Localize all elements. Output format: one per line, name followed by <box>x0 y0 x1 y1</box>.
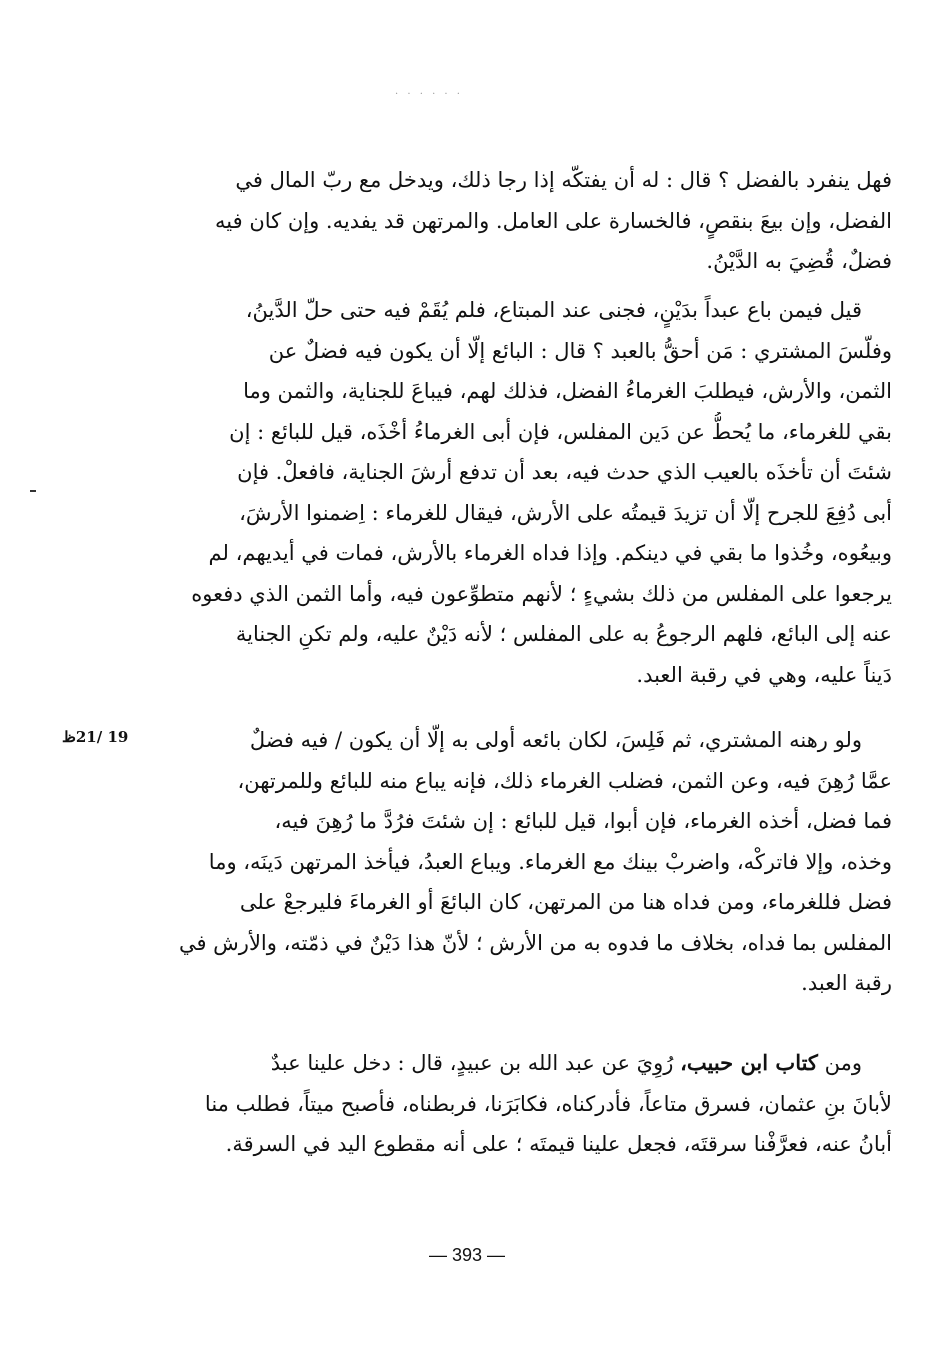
text-line: المفلس بما فداه، بخلاف ما فدوه به من الأرش ؛ لأنّ هذا دَيْنٌ في ذمّته، والأرش في <box>178 930 892 955</box>
text-line: أبانُ عنه، فعرَّفْنا سرقتَه، فجعل علينا قيمتَه ؛ على أنه مقطوع اليد في السرقة. <box>225 1132 892 1156</box>
paragraph-3 <box>152 720 892 1004</box>
top-mark: . . . . . . <box>395 86 463 97</box>
text-line: رقبة العبد. <box>801 971 892 995</box>
paragraph-4 <box>152 1043 892 1165</box>
page-number: — 393 — <box>428 1245 506 1265</box>
text-line-first <box>152 1043 892 1084</box>
text-line: وفلّسَ المشتري : مَن أحقُّ بالعبد ؟ قال : البائع إلّا أن يكون فيه فضلٌ عن <box>268 338 892 363</box>
text-line: ولو رهنه المشتري، ثم فَلِسَ، لكان بائعه أولى به إلّا أن يكون / فيه فضلٌ <box>249 728 862 752</box>
line-prefix: ومن <box>824 1051 862 1075</box>
text-line: وخذه، وإلا فاتركْه، واضربْ بينك مع الغرماء. ويباع العبدُ، فيأخذ المرتهن دَينَه، وما <box>208 849 892 874</box>
paragraph-2 <box>152 290 892 695</box>
line-rest: رُوِيَ عن عبد الله بن عبيدٍ، قال : دخل علينا عبدٌ <box>270 1051 674 1075</box>
text-line: الفضل، وإن بيعَ بنقصٍ، فالخسارة على العامل. والمرتهن قد يفديه. وإن كان فيه <box>215 208 892 233</box>
text-line: دَيناً عليه، وهي في رقبة العبد. <box>636 662 892 687</box>
text-line: شئتَ أن تأخذَه بالعيب الذي حدث فيه، بعد أن تدفع أرشَ الجناية، فافعلْ. فإن <box>237 460 892 484</box>
source-reference: كتاب ابن حبيب، <box>680 1050 818 1075</box>
text-line: الثمن، والأرش، فيطلبَ الغرماءُ الفضل، فذلك لهم، فيباعَ للجناية، والثمن وما <box>243 379 892 403</box>
paragraph-1 <box>152 160 892 282</box>
text-line: عنه إلى البائع، فلهم الرجوعُ به على المفلس ؛ لأنه دَيْنٌ عليه، ولم تكنِ الجناية <box>235 622 892 646</box>
text-line: فضل فللغرماء، ومن فداه هنا من المرتهن، كان البائعَ أو الغرماءَ فليرجعْ على <box>239 890 892 914</box>
text-line: بقي للغرماء، ما يُحطُّ عن دَين المفلس، فإن أبى الغرماءُ أخْذَه، قيل للبائع : إن <box>229 419 892 444</box>
text-line: قيل فيمن باع عبداً بدَيْنٍ، فجنى عند المبتاع، فلم يُقَمْ فيه حتى حلّ الدَّينُ، <box>245 298 862 322</box>
text-line: أبى دُفِعَ للجرح إلّا أن تزيدَ قيمتُه على الأرش، فيقال للغرماء : اِضمنوا الأرشَ، <box>239 500 892 525</box>
margin-tick <box>30 490 36 492</box>
text-line: فما فضل، أخذه الغرماء، فإن أبوا، قيل للبائع : إن شئتَ فرُدَّ ما رُهِنَ فيه، <box>274 809 892 833</box>
text-line: لأبانَ بنِ عثمان، فسرق متاعاً، فأدركناه، فكابَرَنا، فربطناه، فأصبح ميتاً، فطلب منا <box>204 1091 892 1116</box>
text-line: عمَّا رُهِنَ فيه، وعن الثمن، فضلب الغرماء ذلك، فإنه يباع منه للبائع وللمرتهن، <box>237 768 892 793</box>
text-line: يرجعوا على المفلس من ذلك بشيءٍ ؛ لأنهم متطوِّعون فيه، وأما الثمن الذي دفعوه <box>191 581 892 606</box>
text-line: فهل ينفرد بالفضل ؟ قال : له أن يفتكّه إذا رجا ذلك، ويدخل مع ربّ المال في <box>235 168 892 192</box>
text-line: وبيعُوه، وخُذوا ما بقي في دينكم. وإذا فداه الغرماء بالأرش، فمات في أيديهم، لم <box>208 541 892 565</box>
margin-folio-note: 19 /21ظ <box>62 728 129 746</box>
text-line: فضلٌ، قُضِيَ به الدَّيْنُ. <box>706 249 892 273</box>
